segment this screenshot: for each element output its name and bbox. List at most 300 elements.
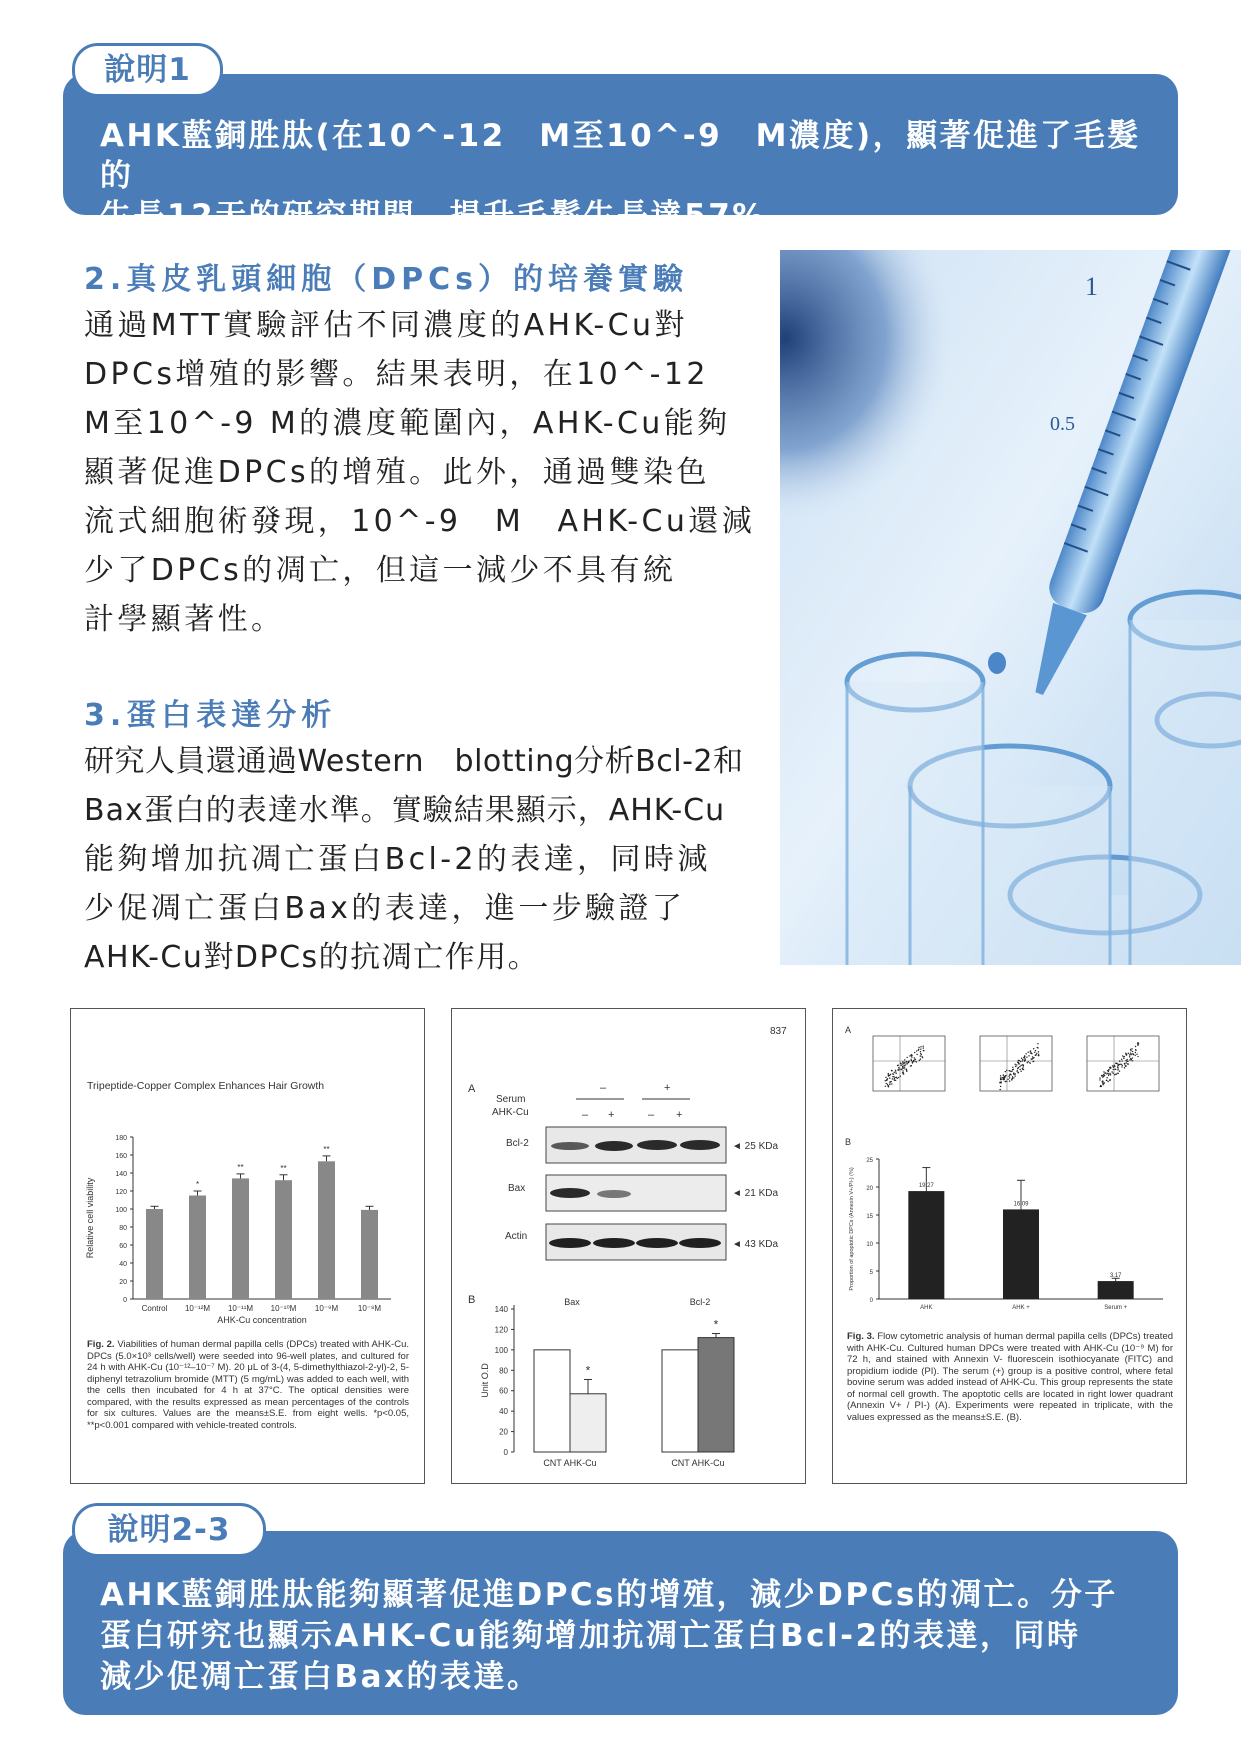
- scatter-point: [1126, 1054, 1127, 1055]
- scatter-point: [1032, 1056, 1033, 1057]
- scatter-point: [1113, 1069, 1114, 1070]
- scatter-frame: [1087, 1036, 1159, 1091]
- scatter-point: [892, 1076, 893, 1077]
- scatter-point: [914, 1057, 915, 1058]
- scatter-point: [907, 1063, 908, 1064]
- scatter-point: [1008, 1070, 1009, 1071]
- scatter-point: [1018, 1063, 1019, 1064]
- significance-mark: **: [280, 1163, 287, 1173]
- scatter-point: [1101, 1086, 1102, 1087]
- scatter-point: [1105, 1072, 1106, 1073]
- scatter-point: [894, 1072, 895, 1073]
- x-tick-label: AHK +: [1012, 1305, 1030, 1311]
- scatter-point: [1131, 1053, 1132, 1054]
- scatter-point: [897, 1078, 898, 1079]
- scatter-point: [1119, 1071, 1120, 1072]
- ahk-sign: –: [582, 1109, 589, 1121]
- scatter-point: [895, 1073, 896, 1074]
- scatter-point: [918, 1050, 919, 1051]
- scatter-point: [1123, 1056, 1124, 1057]
- scatter-point: [914, 1061, 915, 1062]
- scatter-point: [1132, 1051, 1133, 1052]
- scatter-point: [1132, 1057, 1133, 1058]
- scatter-point: [1005, 1081, 1006, 1082]
- panel-b-label: B: [845, 1137, 852, 1147]
- scatter-point: [1011, 1079, 1012, 1080]
- scatter-point: [1029, 1062, 1030, 1063]
- scatter-point: [911, 1055, 912, 1056]
- figure-3-caption: [847, 1331, 1173, 1423]
- scatter-point: [1022, 1059, 1023, 1060]
- scatter-point: [891, 1083, 892, 1084]
- scatter-point: [1038, 1054, 1039, 1055]
- scatter-point: [1000, 1086, 1001, 1087]
- scatter-point: [890, 1074, 891, 1075]
- y-tick-label: 20: [866, 1186, 873, 1192]
- y-tick-label: 40: [499, 1407, 508, 1417]
- scatter-point: [906, 1057, 907, 1058]
- scatter-point: [1104, 1082, 1105, 1083]
- scatter-point: [1124, 1067, 1125, 1068]
- scatter-point: [1106, 1073, 1107, 1074]
- significance-mark: *: [195, 1180, 200, 1189]
- scatter-point: [1006, 1081, 1007, 1082]
- scatter-point: [1126, 1059, 1127, 1060]
- y-tick-label: 20: [499, 1427, 508, 1437]
- scatter-point: [1108, 1075, 1109, 1076]
- scatter-point: [1008, 1076, 1009, 1077]
- flow-scatter-plots: [873, 1036, 1159, 1091]
- scatter-point: [900, 1065, 901, 1066]
- figure-1-caption-text: Viabilities of human dermal papilla cells (DPCs) treated with AHK-Cu. DPCs (5.0×10³ cells/well) were seeded into 96-well plates, and cultured for 24 h with AHK-Cu (10⁻¹²–10⁻⁷ M). 20 μL of 3-(4, 5-dimethylthiazol-2-yl)-2, 5-diphenyl tetrazolium bromide (MTT) (5 mg/mL) was added to each well, with the cells then incubated for 4 h at 37°C. The optical densities were compared, with the results expressed as mean percentages of the controls for six cultures. Values are the means±S.E. from eight wells. *p<0.05, **p<0.001 compared with vehicle-treated controls.: [87, 1339, 409, 1431]
- scatter-point: [1125, 1065, 1126, 1066]
- bar: [318, 1161, 335, 1299]
- y-tick-label: 0: [869, 1298, 873, 1304]
- scatter-frame: [980, 1036, 1052, 1091]
- data-label: 19.27: [918, 1183, 934, 1190]
- section-2-line: 流式細胞術發現，10^-9 M AHK-Cu還減: [84, 504, 756, 539]
- scatter-point: [1006, 1070, 1007, 1071]
- scatter-point: [1131, 1048, 1132, 1049]
- scatter-point: [1019, 1060, 1020, 1061]
- scatter-point: [1106, 1080, 1107, 1081]
- bar: [275, 1180, 292, 1299]
- scatter-point: [920, 1046, 921, 1047]
- scatter-point: [1028, 1061, 1029, 1062]
- scatter-point: [1109, 1080, 1110, 1081]
- y-tick-label: 25: [866, 1158, 873, 1164]
- x-tick-label: 10⁻¹⁰M: [270, 1304, 297, 1313]
- scatter-point: [1115, 1074, 1116, 1075]
- scatter-point: [887, 1085, 888, 1086]
- scatter-point: [1102, 1081, 1103, 1082]
- scatter-point: [1034, 1052, 1035, 1053]
- scatter-point: [913, 1060, 914, 1061]
- scatter-point: [885, 1077, 886, 1078]
- scatter-point: [1108, 1071, 1109, 1072]
- scatter-point: [902, 1061, 903, 1062]
- y-axis-label: Proportion of apoptotic DPCs (Annexin V+/PI-) (%): [849, 1167, 855, 1291]
- scatter-point: [1035, 1050, 1036, 1051]
- x-tick-label: 10⁻⁸M: [357, 1304, 382, 1313]
- scatter-point: [904, 1062, 905, 1063]
- scatter-point: [921, 1056, 922, 1057]
- bar: [1003, 1209, 1039, 1299]
- scatter-point: [891, 1070, 892, 1071]
- scatter-point: [887, 1084, 888, 1085]
- scatter-point: [920, 1058, 921, 1059]
- scatter-point: [895, 1070, 896, 1071]
- scatter-point: [904, 1068, 905, 1069]
- scatter-point: [1127, 1061, 1128, 1062]
- group-label: Bax: [564, 1297, 580, 1307]
- blot-size-bcl2: ◄ 25 KDa: [732, 1141, 779, 1152]
- section-2-line: 顯著促進DPCs的增殖。此外，通過雙染色: [84, 455, 710, 490]
- scatter-point: [1125, 1053, 1126, 1054]
- scatter-point: [898, 1069, 899, 1070]
- scatter-point: [908, 1060, 909, 1061]
- scatter-point: [1135, 1046, 1136, 1047]
- y-tick-label: 140: [494, 1305, 508, 1314]
- scatter-point: [1000, 1075, 1001, 1076]
- scatter-point: [1121, 1060, 1122, 1061]
- y-tick-label: 100: [494, 1345, 508, 1355]
- scatter-point: [1032, 1058, 1033, 1059]
- summary-banner-1: [63, 74, 1178, 234]
- scatter-point: [923, 1047, 924, 1048]
- scatter-point: [1014, 1075, 1015, 1076]
- scatter-point: [905, 1063, 906, 1064]
- scatter-point: [923, 1045, 924, 1046]
- scatter-point: [902, 1066, 903, 1067]
- blot-label-bax: Bax: [508, 1183, 526, 1194]
- blot-label-bcl2: Bcl-2: [506, 1138, 529, 1149]
- scatter-point: [1020, 1071, 1021, 1072]
- scatter-point: [1111, 1071, 1112, 1072]
- scatter-point: [919, 1060, 920, 1061]
- significance-mark: **: [323, 1144, 330, 1154]
- bar: [698, 1338, 734, 1452]
- scatter-point: [1108, 1069, 1109, 1070]
- blot-size-bax: ◄ 21 KDa: [732, 1188, 779, 1199]
- ahk-label: AHK-Cu: [492, 1107, 529, 1118]
- section-2-paragraph: [84, 301, 755, 644]
- scatter-point: [1112, 1072, 1113, 1073]
- scatter-point: [910, 1059, 911, 1060]
- note-tab-1: 說明1: [72, 43, 223, 97]
- scatter-point: [1012, 1076, 1013, 1077]
- scatter-point: [885, 1083, 886, 1084]
- scatter-point: [1124, 1063, 1125, 1064]
- scatter-point: [908, 1062, 909, 1063]
- figure-2-od-plot: [480, 1297, 734, 1468]
- summary-line: AHK藍銅胜肽能夠顯著促進DPCs的增殖，減少DPCs的凋亡。分子: [100, 1577, 1118, 1613]
- summary-line: 蛋白研究也顯示AHK-Cu能夠增加抗凋亡蛋白Bcl-2的表達，同時: [100, 1618, 1081, 1654]
- section-3-line: 能夠增加抗凋亡蛋白Bcl-2的表達，同時減: [84, 842, 711, 877]
- scatter-point: [1027, 1052, 1028, 1053]
- scatter-point: [920, 1051, 921, 1052]
- section-3-paragraph: [84, 737, 744, 982]
- scatter-point: [1117, 1067, 1118, 1068]
- scatter-point: [1033, 1048, 1034, 1049]
- serum-minus: –: [600, 1082, 607, 1094]
- scatter-point: [920, 1055, 921, 1056]
- y-tick-label: 80: [119, 1225, 127, 1232]
- y-tick-label: 5: [869, 1270, 873, 1276]
- y-tick-label: 100: [115, 1207, 127, 1214]
- scatter-point: [888, 1075, 889, 1076]
- scatter-point: [916, 1050, 917, 1051]
- y-tick-label: 60: [119, 1243, 127, 1250]
- pipette-mark-1: 1: [1085, 272, 1098, 301]
- blot-size-actin: ◄ 43 KDa: [732, 1239, 779, 1250]
- scatter-point: [1021, 1058, 1022, 1059]
- scatter-point: [1003, 1079, 1004, 1080]
- bar: [908, 1191, 944, 1299]
- section-3-heading: 3.蛋白表達分析: [84, 698, 337, 733]
- scatter-point: [898, 1068, 899, 1069]
- scatter-point: [1012, 1069, 1013, 1070]
- scatter-point: [1037, 1047, 1038, 1048]
- y-tick-label: 180: [115, 1135, 127, 1142]
- bar: [189, 1196, 206, 1300]
- scatter-point: [893, 1079, 894, 1080]
- scatter-point: [1102, 1084, 1103, 1085]
- ahk-sign: +: [676, 1109, 683, 1121]
- figure-1-title: Tripeptide-Copper Complex Enhances Hair Growth: [87, 1080, 325, 1092]
- section-3-line: AHK-Cu對DPCs的抗凋亡作用。: [84, 940, 540, 975]
- y-tick-label: 120: [115, 1189, 127, 1196]
- bar: [534, 1350, 570, 1452]
- section-3-line: Bax蛋白的表達水準。實驗結果顯示，AHK-Cu: [84, 793, 726, 828]
- scatter-point: [1130, 1049, 1131, 1050]
- figure-3-caption-text: Flow cytometric analysis of human dermal papilla cells (DPCs) treated with AHK-Cu. Cultured human DPCs were treated with AHK-Cu (10⁻⁹ M) for 72 h, and stained with Annexin V- fluorescein isothiocyanate (FITC) and propidium iodide (PI). The serum (+) group is a positive control, where fetal bovine serum was added instead of AHK-Cu. This group represents the state of normal cell growth. The apoptotic cells are located in right lower quadrant (Annexin V+ / PI-) (A). Experiments were repeated in triplicate, with the values expressed as the means±S.E. (B).: [847, 1331, 1174, 1423]
- scatter-point: [889, 1077, 890, 1078]
- scatter-point: [1005, 1071, 1006, 1072]
- figure-1-caption: [87, 1339, 409, 1431]
- scatter-point: [898, 1064, 899, 1065]
- scatter-point: [892, 1073, 893, 1074]
- section-2-line: 通過MTT實驗評估不同濃度的AHK-Cu對: [84, 308, 688, 343]
- scatter-point: [1137, 1056, 1138, 1057]
- y-tick-label: 0: [503, 1448, 508, 1457]
- scatter-point: [1103, 1071, 1104, 1072]
- scatter-point: [1018, 1062, 1019, 1063]
- x-tick-label: Serum +: [1104, 1305, 1128, 1311]
- scatter-point: [904, 1059, 905, 1060]
- figure-2-western-blot: [451, 1008, 806, 1484]
- scatter-point: [898, 1077, 899, 1078]
- group-label: Bcl-2: [689, 1297, 711, 1307]
- scatter-point: [1017, 1068, 1018, 1069]
- y-tick-label: 0: [123, 1297, 127, 1304]
- scatter-point: [1123, 1058, 1124, 1059]
- section-2-line: 少了DPCs的凋亡，但這一減少不具有統: [84, 553, 677, 588]
- bar: [570, 1394, 606, 1452]
- scatter-point: [1012, 1067, 1013, 1068]
- scatter-point: [1109, 1073, 1110, 1074]
- section-2-line: 計學顯著性。: [84, 602, 285, 637]
- scatter-point: [1102, 1083, 1103, 1084]
- section-2-heading: 2.真皮乳頭細胞（DPCs）的培養實驗: [84, 262, 689, 297]
- scatter-point: [1004, 1075, 1005, 1076]
- scatter-point: [885, 1086, 886, 1087]
- figure-1-viability: [70, 1008, 425, 1484]
- scatter-point: [1128, 1053, 1129, 1054]
- scatter-point: [912, 1062, 913, 1063]
- y-tick-label: 120: [494, 1325, 508, 1335]
- scatter-point: [889, 1081, 890, 1082]
- blot-label-actin: Actin: [505, 1231, 528, 1242]
- bar: [361, 1210, 378, 1299]
- scatter-point: [1031, 1053, 1032, 1054]
- scatter-point: [1109, 1066, 1110, 1067]
- scatter-point: [1137, 1043, 1138, 1044]
- scatter-point: [1013, 1073, 1014, 1074]
- scatter-point: [1018, 1060, 1019, 1061]
- scatter-point: [916, 1054, 917, 1055]
- scatter-point: [1033, 1057, 1034, 1058]
- scatter-point: [1117, 1073, 1118, 1074]
- scatter-point: [906, 1061, 907, 1062]
- scatter-point: [1016, 1064, 1017, 1065]
- scatter-point: [895, 1077, 896, 1078]
- serum-label: Serum: [496, 1094, 526, 1105]
- scatter-point: [1023, 1066, 1024, 1067]
- scatter-point: [1122, 1055, 1123, 1056]
- scatter-point: [1027, 1062, 1028, 1063]
- scatter-point: [1020, 1065, 1021, 1066]
- section-2-line: DPCs增殖的影響。結果表明，在10^-12: [84, 357, 709, 392]
- y-axis-label: Unit O.D: [480, 1363, 490, 1398]
- y-tick-label: 15: [866, 1214, 873, 1220]
- panel-a-label: A: [845, 1025, 852, 1035]
- scatter-point: [1022, 1068, 1023, 1069]
- scatter-point: [1015, 1073, 1016, 1074]
- scatter-point: [1130, 1050, 1131, 1051]
- x-tick-label: AHK: [920, 1305, 933, 1311]
- scatter-point: [893, 1076, 894, 1077]
- scatter-point: [1020, 1061, 1021, 1062]
- scatter-point: [1107, 1081, 1108, 1082]
- scatter-point: [889, 1084, 890, 1085]
- scatter-point: [1120, 1064, 1121, 1065]
- scatter-point: [1129, 1054, 1130, 1055]
- section-3-line: 研究人員還通過Western blotting分析Bcl-2和: [84, 744, 744, 779]
- figure-1-plot: [85, 1135, 391, 1325]
- scatter-point: [898, 1067, 899, 1068]
- scatter-point: [1009, 1077, 1010, 1078]
- figure-3-apoptosis-plot: [849, 1158, 1163, 1311]
- y-tick-label: 10: [866, 1242, 873, 1248]
- scatter-point: [1099, 1079, 1100, 1080]
- scatter-point: [916, 1061, 917, 1062]
- scatter-point: [1024, 1058, 1025, 1059]
- scatter-point: [1025, 1059, 1026, 1060]
- scatter-point: [1016, 1071, 1017, 1072]
- scatter-point: [1018, 1072, 1019, 1073]
- figure-3-flow-cytometry: [832, 1008, 1187, 1484]
- scatter-point: [903, 1072, 904, 1073]
- scatter-point: [1099, 1077, 1100, 1078]
- scatter-point: [1009, 1073, 1010, 1074]
- scatter-point: [1129, 1059, 1130, 1060]
- scatter-point: [894, 1078, 895, 1079]
- scatter-frame: [873, 1036, 945, 1091]
- scatter-point: [1000, 1077, 1001, 1078]
- scatter-point: [904, 1066, 905, 1067]
- panel-b-label: B: [468, 1294, 476, 1306]
- scatter-point: [1121, 1065, 1122, 1066]
- scatter-point: [1116, 1063, 1117, 1064]
- scatter-point: [1028, 1055, 1029, 1056]
- scatter-point: [1015, 1064, 1016, 1065]
- scatter-point: [1130, 1058, 1131, 1059]
- page-number: 837: [770, 1026, 787, 1037]
- summary-banner-1-text: [63, 74, 1178, 236]
- scatter-point: [895, 1080, 896, 1081]
- scatter-point: [1137, 1045, 1138, 1046]
- scatter-point: [1030, 1052, 1031, 1053]
- scatter-point: [1106, 1077, 1107, 1078]
- scatter-point: [900, 1062, 901, 1063]
- scatter-point: [886, 1080, 887, 1081]
- summary-banner-2: [63, 1531, 1178, 1715]
- scatter-point: [1037, 1043, 1038, 1044]
- data-label: 3.17: [1109, 1273, 1122, 1280]
- scatter-point: [1129, 1056, 1130, 1057]
- data-label: 16.09: [1013, 1201, 1029, 1208]
- ahk-sign: +: [608, 1109, 615, 1121]
- x-tick-label: 10⁻¹¹M: [227, 1304, 254, 1313]
- scatter-point: [1030, 1050, 1031, 1051]
- x-tick-label: 10⁻¹²M: [184, 1304, 211, 1313]
- significance-mark: *: [585, 1363, 591, 1378]
- summary-line: 減少促凋亡蛋白Bax的表達。: [100, 1659, 541, 1695]
- x-tick-label: CNT AHK-Cu: [671, 1458, 725, 1468]
- y-tick-label: 140: [115, 1171, 127, 1178]
- scatter-point: [1035, 1055, 1036, 1056]
- scatter-point: [900, 1069, 901, 1070]
- scatter-point: [1026, 1057, 1027, 1058]
- scatter-point: [914, 1059, 915, 1060]
- figure-2-chart: [452, 1009, 805, 1483]
- scatter-point: [1002, 1077, 1003, 1078]
- scatter-point: [900, 1076, 901, 1077]
- scatter-point: [1022, 1060, 1023, 1061]
- scatter-point: [1113, 1066, 1114, 1067]
- summary-line-1: AHK藍銅胜肽(在10^-12 M至10^-9 M濃度)，顯著促進了毛髮的: [100, 118, 1141, 194]
- scatter-point: [923, 1050, 924, 1051]
- section-2-line: M至10^-9 M的濃度範圍內，AHK-Cu能夠: [84, 406, 731, 441]
- bar: [662, 1350, 698, 1452]
- scatter-point: [1132, 1060, 1133, 1061]
- scatter-point: [1101, 1075, 1102, 1076]
- scatter-point: [920, 1053, 921, 1054]
- scatter-point: [914, 1052, 915, 1053]
- scatter-point: [1038, 1051, 1039, 1052]
- scatter-point: [1009, 1080, 1010, 1081]
- scatter-point: [888, 1073, 889, 1074]
- scatter-point: [1135, 1052, 1136, 1053]
- scatter-point: [920, 1049, 921, 1050]
- note-tab-2: 說明2-3: [72, 1503, 266, 1557]
- scatter-point: [1110, 1074, 1111, 1075]
- scatter-point: [1000, 1082, 1001, 1083]
- scatter-point: [999, 1089, 1000, 1090]
- scatter-point: [1112, 1065, 1113, 1066]
- bar: [1098, 1281, 1134, 1299]
